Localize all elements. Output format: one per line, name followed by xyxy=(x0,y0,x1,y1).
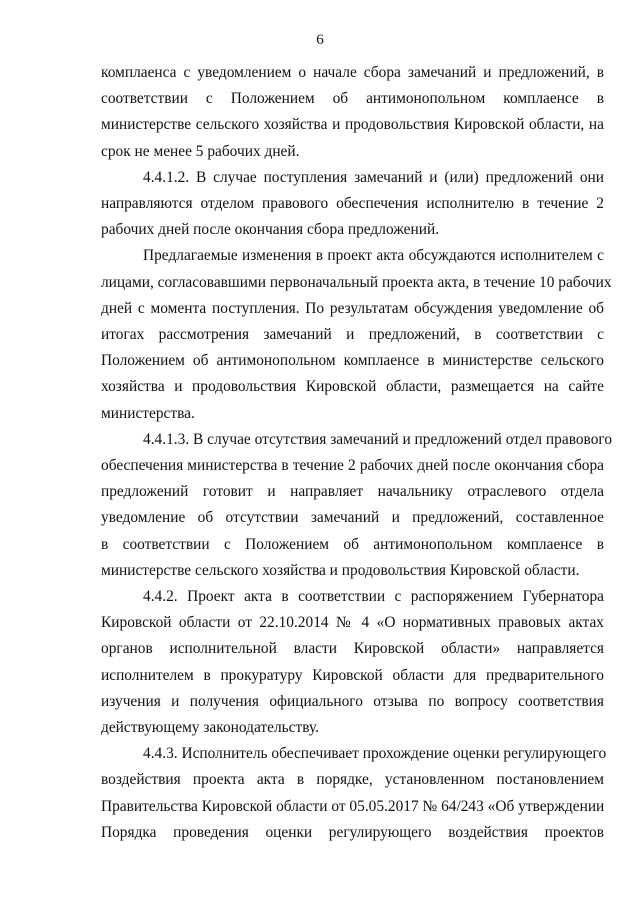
text-line: воздействия проекта акта в порядке, установленном постановлением xyxy=(101,771,604,789)
text-line: Правительства Кировской области от 05.05.2017 № 64/243 «Об утверждении xyxy=(101,797,605,815)
text-line: обеспечения министерства в течение 2 рабочих дней после окончания сбора xyxy=(101,457,604,475)
text-line: рабочих дней после окончания сбора предложений. xyxy=(101,221,440,239)
paragraph-compliance-notice xyxy=(101,60,604,165)
text-line: Порядка проведения оценки регулирующего воздействия проектов xyxy=(101,823,604,841)
text-line: действующему законодательству. xyxy=(101,719,319,737)
paragraph-4-4-1-3 xyxy=(101,427,613,584)
text-line: итогах рассмотрения замечаний и предложений, в соответствии с xyxy=(101,326,604,344)
text-line: направляются отделом правового обеспечения исполнителю в течение 2 xyxy=(101,195,604,213)
paragraph-4-4-3 xyxy=(101,741,607,846)
paragraph-4-4-1-2 xyxy=(101,165,604,244)
text-line: министерства. xyxy=(101,404,195,422)
text-line: изучения и получения официального отзыва по вопросу соответствия xyxy=(101,692,604,710)
document-body xyxy=(101,60,613,846)
text-line: соответствии с Положением об антимонопольном комплаенсе в xyxy=(101,90,604,108)
text-line: Положением об антимонопольном комплаенсе в министерстве сельского xyxy=(101,352,604,370)
text-line: Предлагаемые изменения в проект акта обсуждаются исполнителем с xyxy=(143,247,604,265)
text-line: уведомление об отсутствии замечаний и предложений, составленное xyxy=(101,509,604,527)
text-line: министерстве сельского хозяйства и продовольствия Кировской области, на xyxy=(101,116,604,134)
page-number: 6 xyxy=(316,32,324,48)
paragraph-4-4-2 xyxy=(101,584,604,741)
text-line: предложений готовит и направляет начальнику отраслевого отдела xyxy=(101,483,604,501)
text-line: министерстве сельского хозяйства и продовольствия Кировской области. xyxy=(101,561,580,579)
text-line: 4.4.1.2. В случае поступления замечаний и (или) предложений они xyxy=(143,168,604,186)
text-line: 4.4.3. Исполнитель обеспечивает прохождение оценки регулирующего xyxy=(143,745,607,763)
text-line: исполнителем в прокуратуру Кировской области для предварительного xyxy=(101,666,604,684)
text-line: Кировской области от 22.10.2014 № 4 «О нормативных правовых актах xyxy=(101,614,604,632)
text-line: срок не менее 5 рабочих дней. xyxy=(101,142,300,160)
text-line: хозяйства и продовольствия Кировской области, размещается на сайте xyxy=(101,378,604,396)
text-line: комплаенса с уведомлением о начале сбора замечаний и предложений, в xyxy=(101,64,604,81)
text-line: 4.4.1.3. В случае отсутствия замечаний и предложений отдел правового xyxy=(143,430,613,448)
text-line: органов исполнительной власти Кировской области» направляется xyxy=(101,640,604,658)
text-line: лицами, согласовавшими первоначальный проекта акта, в течение 10 рабочих xyxy=(101,273,612,291)
text-line: 4.4.2. Проект акта в соответствии с распоряжением Губернатора xyxy=(143,588,604,606)
text-line: дней с момента поступления. По результатам обсуждения уведомление об xyxy=(101,299,604,317)
paragraph-proposed-changes xyxy=(101,243,612,426)
text-line: в соответствии с Положением об антимонопольном комплаенсе в xyxy=(101,535,604,553)
